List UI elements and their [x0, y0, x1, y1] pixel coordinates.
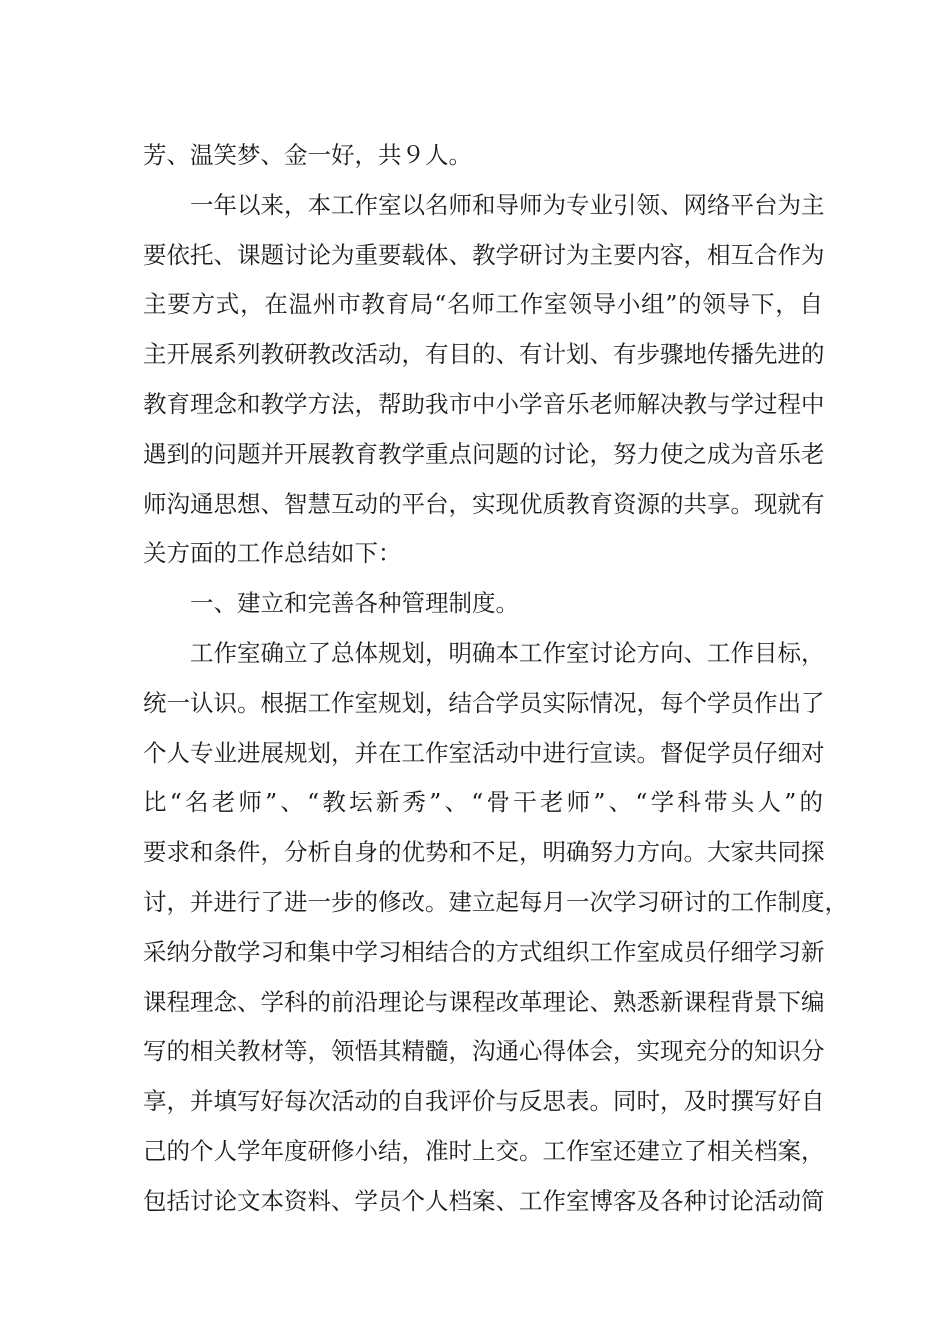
- text-line-15: 要求和条件，分析自身的优势和不足，明确努力方向。大家共同探: [143, 838, 825, 867]
- text-line-11: 工作室确立了总体规划，明确本工作室讨论方向、工作目标，: [190, 638, 825, 667]
- text-line-9: 关方面的工作总结如下：: [143, 539, 402, 568]
- text-line-5: 主开展系列教研教改活动，有目的、有计划、有步骤地传播先进的: [143, 340, 825, 369]
- text-line-7: 遇到的问题并开展教育教学重点问题的讨论，努力使之成为音乐老: [143, 439, 825, 468]
- text-line-6: 教育理念和教学方法，帮助我市中小学音乐老师解决教与学过程中: [143, 389, 825, 418]
- text-line-12: 统一认识。根据工作室规划，结合学员实际情况，每个学员作出了: [143, 688, 825, 717]
- text-line-1: 芳、温笑梦、金一好，共９人。: [143, 141, 472, 169]
- text-line-16: 讨，并进行了进一步的修改。建立起每月一次学习研讨的工作制度，: [143, 887, 848, 916]
- text-line-20: 享，并填写好每次活动的自我评价与反思表。同时，及时撰写好自: [143, 1087, 825, 1116]
- text-line-4: 主要方式，在温州市教育局“名师工作室领导小组”的领导下，自: [143, 290, 823, 319]
- text-line-3: 要依托、课题讨论为重要载体、教学研讨为主要内容，相互合作为: [143, 240, 825, 269]
- text-line-19: 写的相关教材等，领悟其精髓，沟通心得体会，实现充分的知识分: [143, 1037, 825, 1066]
- text-line-2: 一年以来，本工作室以名师和导师为专业引领、网络平台为主: [190, 190, 825, 219]
- text-line-21: 己的个人学年度研修小结，准时上交。工作室还建立了相关档案，: [143, 1136, 825, 1165]
- text-line-8: 师沟通思想、智慧互动的平台，实现优质教育资源的共享。现就有: [143, 489, 825, 518]
- text-line-17: 采纳分散学习和集中学习相结合的方式组织工作室成员仔细学习新: [143, 937, 825, 966]
- text-line-14: 比“名老师”、“教坛新秀”、“骨干老师”、“学科带头人”的: [143, 788, 823, 817]
- text-line-13: 个人专业进展规划，并在工作室活动中进行宣读。督促学员仔细对: [143, 738, 825, 767]
- text-line-22: 包括讨论文本资料、学员个人档案、工作室博客及各种讨论活动简: [143, 1186, 825, 1215]
- section-heading: 一、建立和完善各种管理制度。: [190, 589, 519, 618]
- text-line-18: 课程理念、学科的前沿理论与课程改革理论、熟悉新课程背景下编: [143, 987, 825, 1016]
- document-body: [143, 131, 848, 1227]
